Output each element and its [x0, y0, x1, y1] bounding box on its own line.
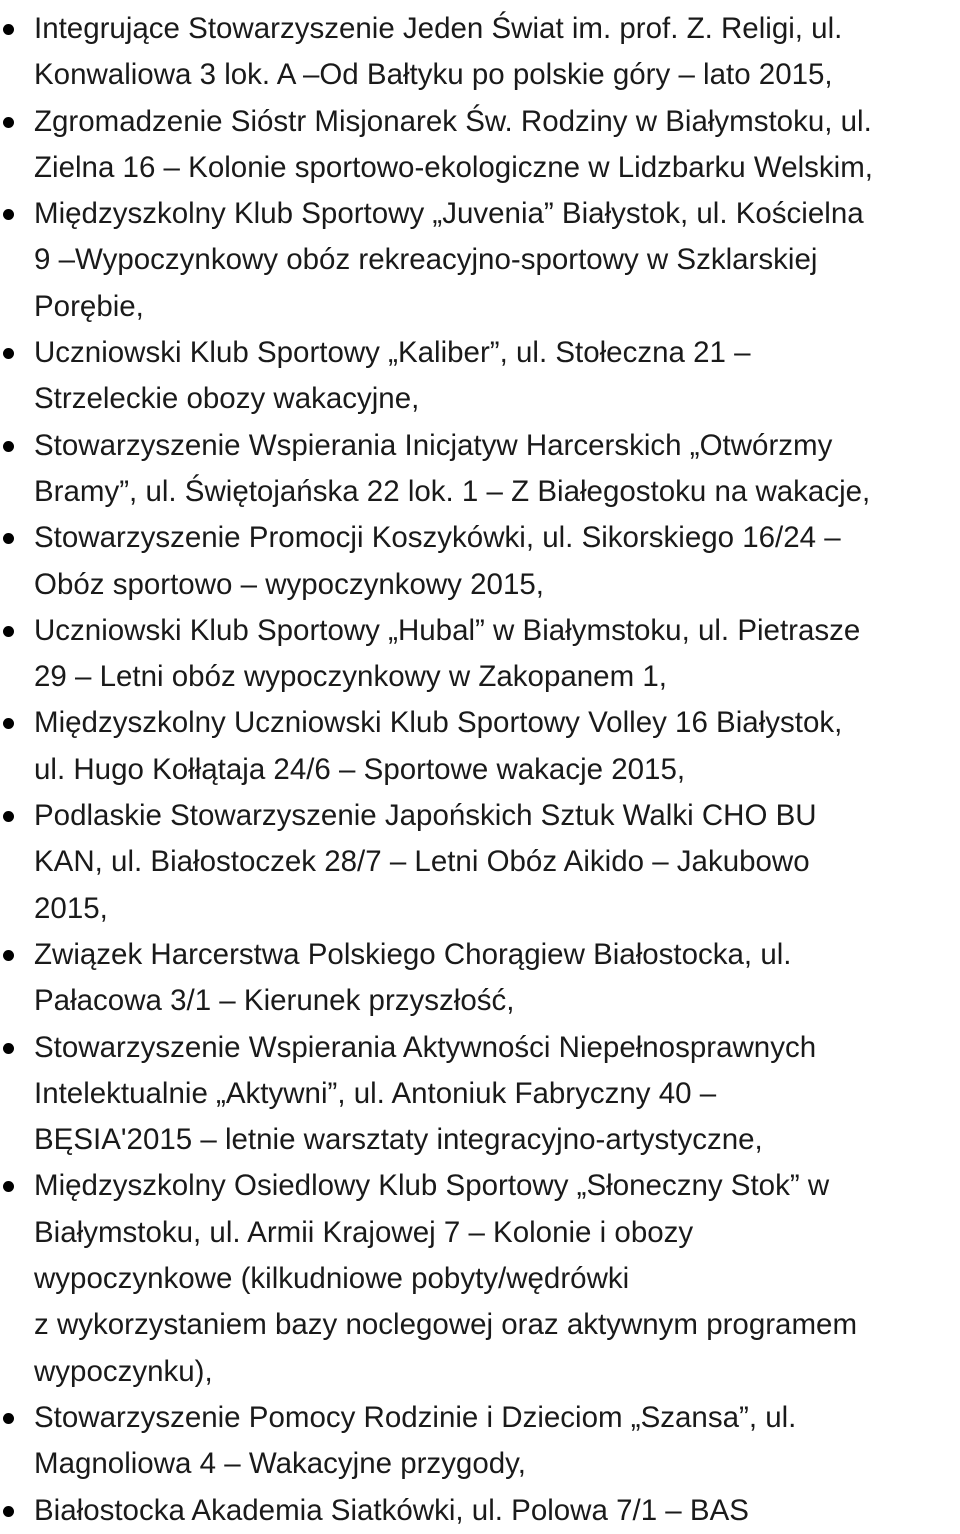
list-item [0, 1488, 960, 1534]
list-item [0, 700, 960, 793]
list-item-text: Stowarzyszenie Wspierania Inicjatyw Harcerskich „Otwórzmy Bramy”, ul. Świętojańska 22 lok. 1 – Z Białegostoku na wakacje, [34, 428, 871, 508]
list-item [0, 99, 960, 192]
list-item-text: Międzyszkolny Klub Sportowy „Juvenia” Białystok, ul. Kościelna 9 –Wypoczynkowy obóz rekreacyjno-sportowy w Szklarskiej Porębie, [34, 197, 864, 323]
bullet-icon [3, 718, 14, 729]
bullet-icon [3, 811, 14, 822]
bullet-icon [3, 24, 14, 35]
list-item-text: Stowarzyszenie Pomocy Rodzinie i Dzieciom „Szansa”, ul. Magnoliowa 4 – Wakacyjne przygody, [34, 1400, 797, 1481]
list-item-text: Białostocka Akademia Siatkówki, ul. Polowa 7/1 – BAS [34, 1493, 749, 1527]
bullet-icon [3, 626, 14, 637]
bullet-icon [3, 1181, 14, 1192]
list-item-text: Międzyszkolny Osiedlowy Klub Sportowy „Słoneczny Stok” w Białymstoku, ul. Armii Krajowej 7 – Kolonie i obozy wypoczynkowe (kilkudniowe pobyty/wędrówki z wykorzystaniem bazy noclegowej oraz aktywnym programem wypoczynku), [34, 1169, 858, 1388]
list-item [0, 608, 960, 701]
list-item [0, 423, 960, 516]
list-item [0, 1025, 960, 1164]
list-item-text: Podlaskie Stowarzyszenie Japońskich Sztuk Walki CHO BU KAN, ul. Białostoczek 28/7 – Letni Obóz Aikido – Jakubowo 2015, [34, 799, 817, 925]
list-item-text: Związek Harcerstwa Polskiego Chorągiew Białostocka, ul. Pałacowa 3/1 – Kierunek przyszłość, [34, 937, 792, 1018]
list-item-text: Stowarzyszenie Wspierania Aktywności Niepełnosprawnych Intelektualnie „Aktywni”, ul. Antoniuk Fabryczny 40 – BĘSIA'2015 – letnie warsztaty integracyjno-artystyczne, [34, 1030, 817, 1157]
bullet-icon [3, 117, 14, 128]
list-item [0, 932, 960, 1025]
bullet-icon [3, 1506, 14, 1517]
list-item [0, 6, 960, 99]
list-item-text: Stowarzyszenie Promocji Koszykówki, ul. Sikorskiego 16/24 – Obóz sportowo – wypoczynkowy 2015, [34, 521, 841, 601]
bullet-icon [3, 441, 14, 452]
bullet-icon [3, 348, 14, 359]
list-item [0, 191, 960, 330]
list-item-text: Międzyszkolny Uczniowski Klub Sportowy Volley 16 Białystok, ul. Hugo Kołłątaja 24/6 – Sportowe wakacje 2015, [34, 706, 843, 786]
list-item [0, 1395, 960, 1488]
list-item [0, 515, 960, 608]
bullet-icon [3, 1413, 14, 1424]
list-item [0, 330, 960, 423]
bullet-icon [3, 533, 14, 544]
organization-list [0, 6, 960, 1534]
bullet-icon [3, 209, 14, 220]
list-item-text: Uczniowski Klub Sportowy „Hubal” w Białymstoku, ul. Pietrasze 29 – Letni obóz wypoczynkowy w Zakopanem 1, [34, 613, 861, 694]
list-item-text: Integrujące Stowarzyszenie Jeden Świat im. prof. Z. Religi, ul. Konwaliowa 3 lok. A –Od Bałtyku po polskie góry – lato 2015, [34, 12, 843, 92]
list-item [0, 1163, 960, 1394]
bullet-icon [3, 1043, 14, 1054]
list-item-text: Zgromadzenie Sióstr Misjonarek Św. Rodziny w Białymstoku, ul. Zielna 16 – Kolonie sportowo-ekologiczne w Lidzbarku Welskim, [34, 104, 873, 184]
list-item-text: Uczniowski Klub Sportowy „Kaliber”, ul. Stołeczna 21 – Strzeleckie obozy wakacyjne, [34, 336, 751, 416]
list-item [0, 793, 960, 932]
bullet-icon [3, 950, 14, 961]
